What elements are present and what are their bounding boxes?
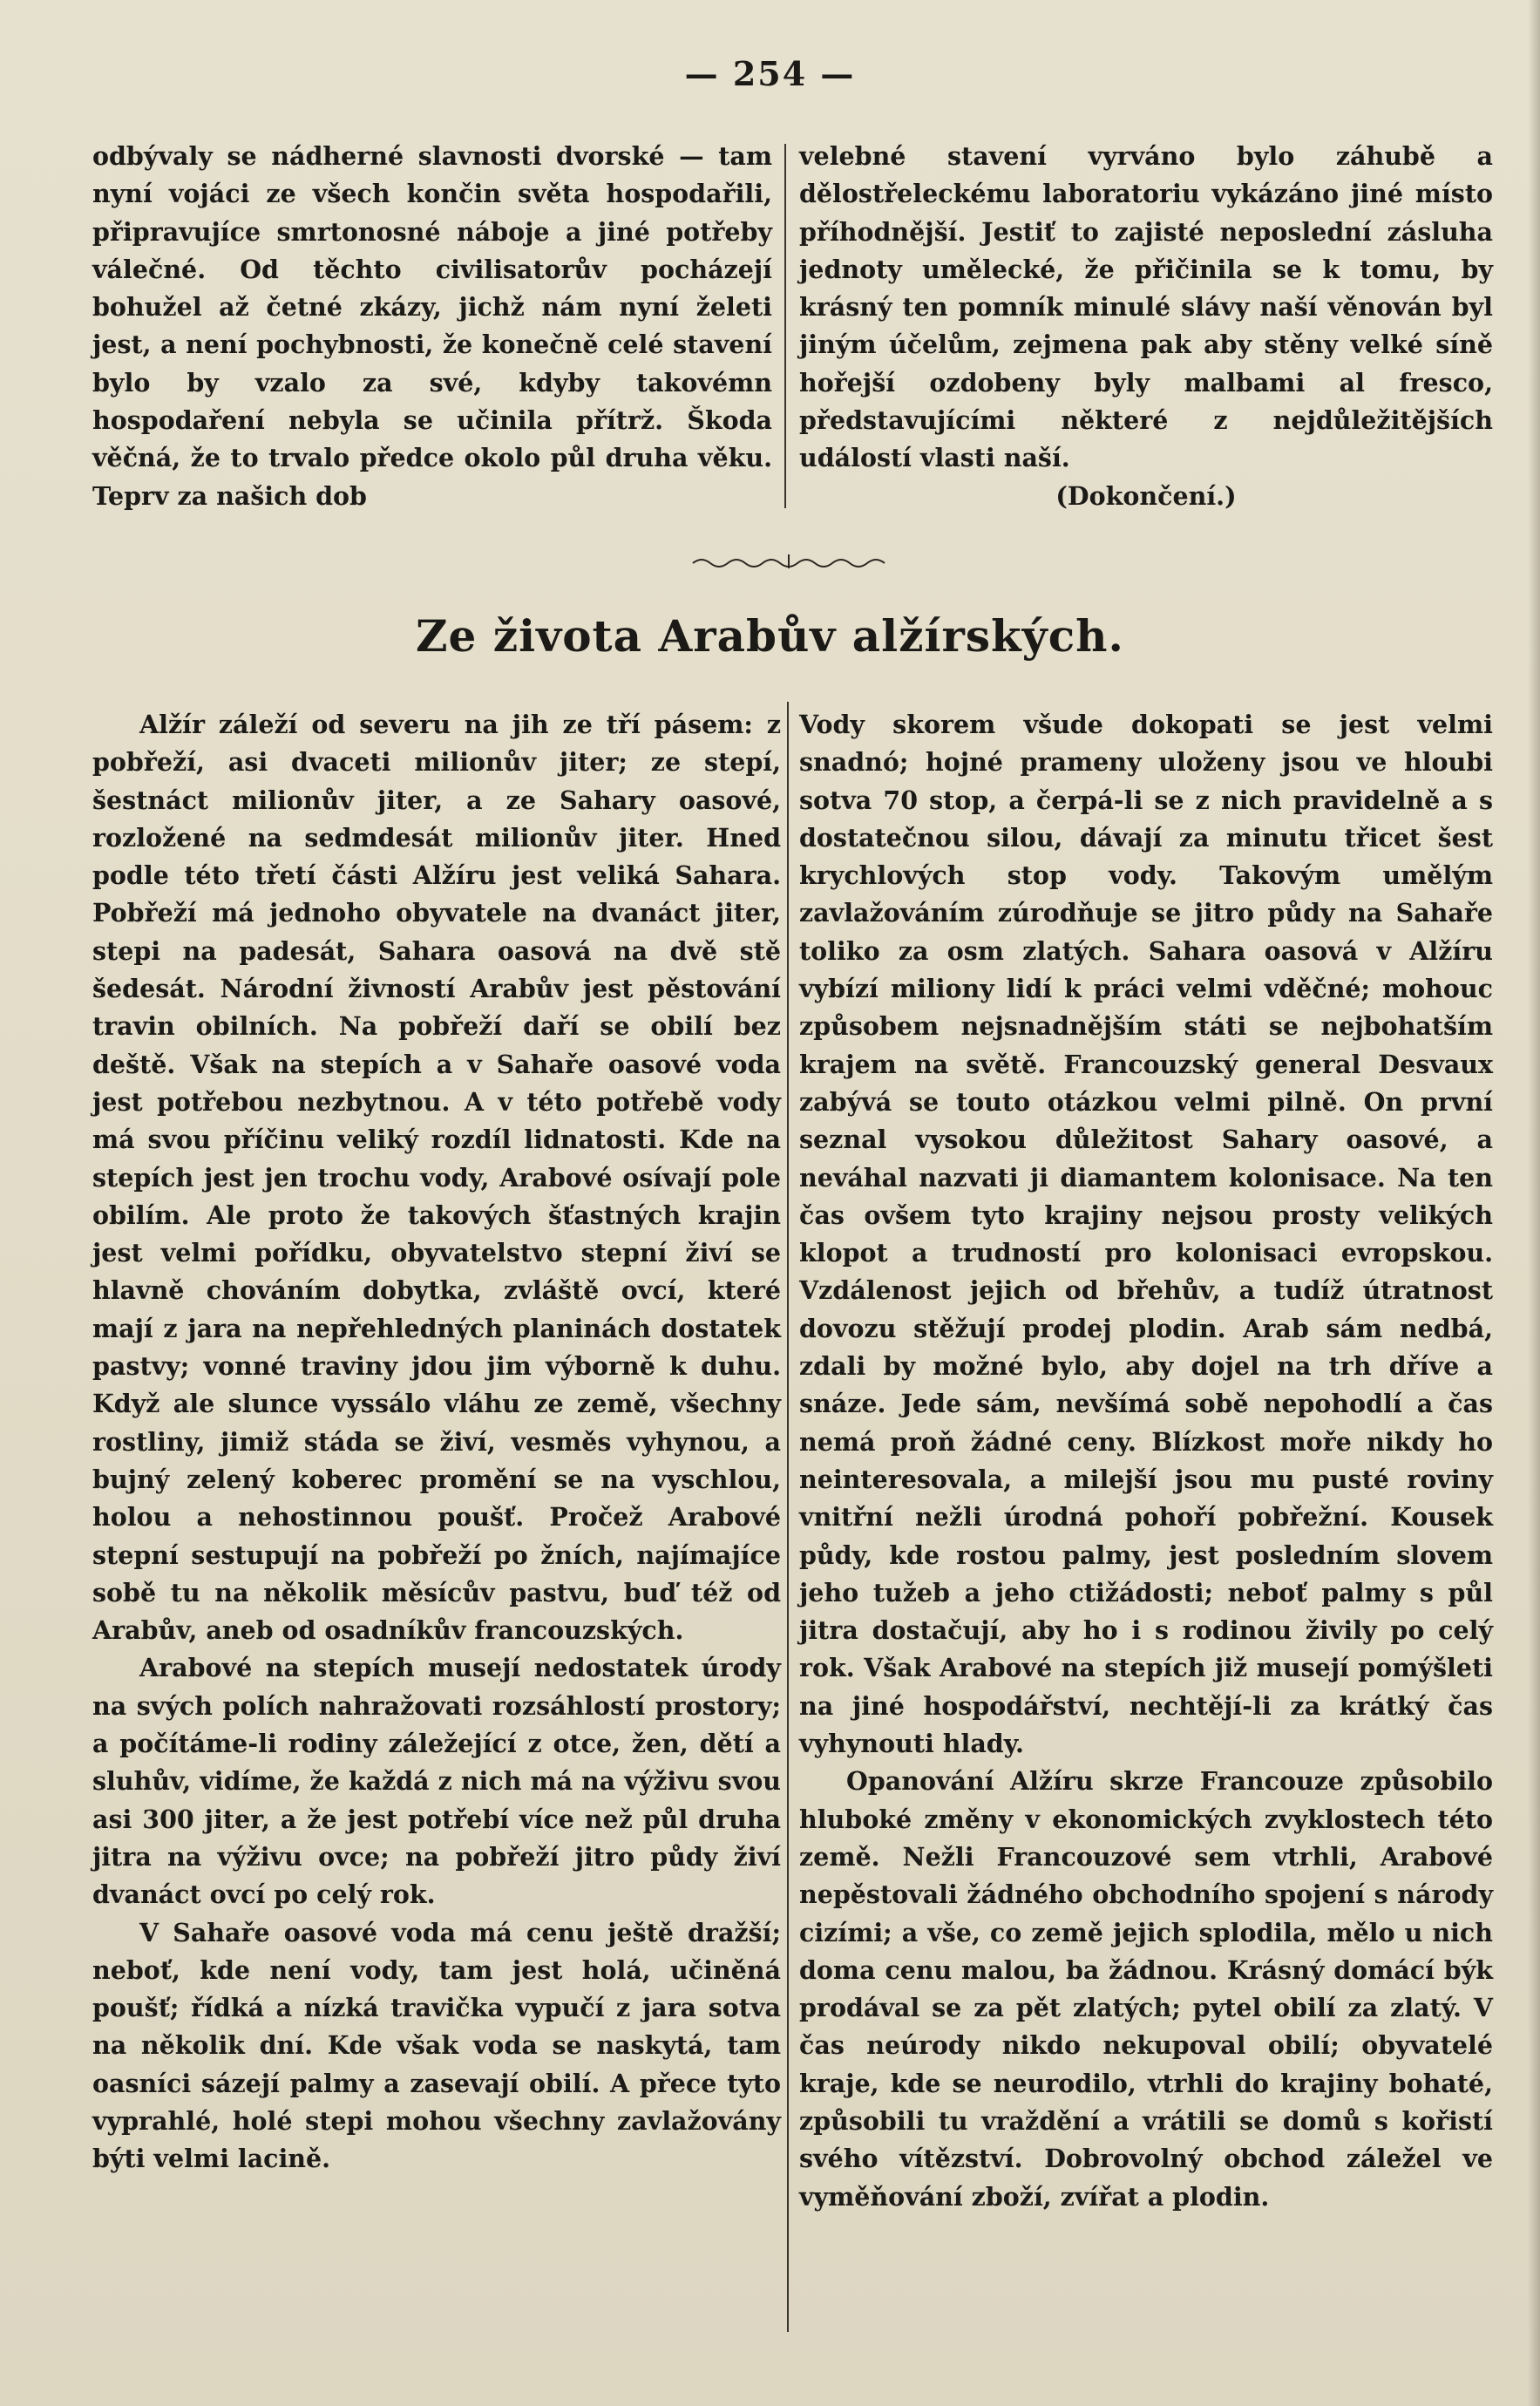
page-edge-shadow	[1528, 0, 1540, 2406]
article-title: Ze života Arabův alžírských.	[416, 610, 1124, 662]
continued-note: (Dokončení.)	[1055, 480, 1237, 511]
ornament-divider	[689, 553, 889, 570]
top-left-paragraph: odbývaly se nádherné slavnosti dvorské — tam nyní vojáci ze všech končin světa hospodařili, připravujíce smrtonosné náboje a jiné potřeby válečné. Od těchto civilisatorův pocházejí bohužel až četné zkázy, jichž nám nyní želeti jest, a není pochybnosti, že konečně celé stavení bylo by vzalo za své, kdyby takovémn hospodaření nebyla se učinila přítrž. Škoda věčná, že to trvalo předce okolo půl druha věku. Teprv za našich dob	[92, 141, 772, 511]
bottom-column-divider	[787, 702, 789, 2332]
top-left-column	[92, 138, 772, 515]
article-paragraph: Alžír záleží od severu na jih ze tří pásem: z pobřeží, asi dvaceti milionův jiter; ze stepí, šestnáct milionův jiter, a ze Sahary oasové, rozložené na sedmdesát milionův jiter. Hned podle této třetí části Alžíru jest veliká Sahara. Pobřeží má jednoho obyvatele na dvanáct jiter, stepi na padesát, Sahara oasová na dvě stě šedesát. Národní živností Arabův jest pěstování travin obilních. Na pobřeží daří se obilí bez deště. Však na stepích a v Sahaře oasové voda jest potřebou nezbytnou. A v této potřebě vody má svou příčinu veliký rozdíl lidnatosti. Kde na stepích jest jen trochu vody, Arabové osívají pole obilím. Ale proto že takových šťastných krajin jest velmi pořídku, obyvatelstvo stepní živí se hlavně chováním dobytka, zvláště ovcí, které mají z jara na nepřehledných planinách dostatek pastvy; vonné traviny jdou jim výborně k duhu. Když ale slunce vyssálo vláhu ze země, všechny rostliny, jimiž stáda se živí, vesměs vyhynou, a bujný zelený koberec promění se na vyschlou, holou a nehostinnou poušť. Pročež Arabové stepní sestupují na pobřeží po žních, najímajíce sobě tu na několik měsícův pastvu, buď též od Arabův, aneb od osadníkův francouzských.	[92, 710, 781, 1646]
article-paragraph: V Sahaře oasové voda má cenu ještě dražší; neboť, kde není vody, tam jest holá, učiněná poušť; řídká a nízká travička vypučí z jara sotva na několik dní. Kde však voda se naskytá, tam oasníci sázejí palmy a zasevají obilí. A přece tyto vyprahlé, holé stepi mohou všechny zavlažovány býti velmi lacině.	[92, 1917, 781, 2174]
article-paragraph: Arabové na stepích musejí nedostatek úrody na svých polích nahražovati rozsáhlostí prostory; a počítáme-li rodiny záležející z otce, žen, dětí a sluhův, vidíme, že každá z nich má na výživu svou asi 300 jiter, a že jest potřebí více než půl druha jitra na výživu ovce; na pobřeží jitro půdy živí dvanáct ovcí po celý rok.	[92, 1653, 781, 1910]
bottom-right-column	[799, 706, 1493, 2216]
bottom-left-column	[92, 706, 781, 2178]
page-number: — 254 —	[684, 54, 856, 93]
article-paragraph: Vody skorem všude dokopati se jest velmi snadnó; hojné prameny uloženy jsou ve hloubi sotva 70 stop, a čerpá-li se z nich pravidelně a s dostatečnou silou, dávají za minutu třicet šest krychlových stop vody. Takovým umělým zavlažováním zúrodňuje se jitro půdy na Sahaře toliko za osm zlatých. Sahara oasová v Alžíru vybízí miliony lidí k práci velmi vděčné; mohouc způsobem nejsnadnějším státi se nejbohatším krajem na světě. Francouzský general Desvaux zabývá se touto otázkou velmi pilně. On první seznal vysokou důležitost Sahary oasové, a neváhal nazvati ji diamantem kolonisace. Na ten čas ovšem tyto krajiny nejsou prosty velikých klopot a trudností pro kolonisaci evropskou. Vzdálenost jejich od břehův, a tudíž útratnost dovozu stěžují prodej plodin. Arab sám nedbá, zdali by možné bylo, aby dojel na trh dříve a snáze. Jede sám, nevšímá sobě nepohodlí a čas nemá proň žádné ceny. Blízkost moře nikdy ho neinteresovala, a milejší jsou mu pusté roviny vnitřní nežli úrodná pohoří pobřežní. Kousek půdy, kde rostou palmy, jest posledním slovem jeho tužeb a jeho ctižádosti; neboť palmy s půl jitra dostačují, aby ho i s rodinou živily po celý rok. Však Arabové na stepích již musejí pomýšleti na jiné hospodářství, nechtějí-li za krátký čas vyhynouti hlady.	[799, 710, 1493, 1759]
top-right-column	[799, 138, 1493, 515]
top-column-divider	[784, 144, 786, 508]
article-paragraph: Opanování Alžíru skrze Francouze způsobilo hluboké změny v ekonomických zvyklostech této země. Nežli Francouzové sem vtrhli, Arabové nepěstovali žádného obchodního spojení s národy cizími; a vše, co země jejich splodila, mělo u nich doma cenu malou, ba žádnou. Krásný domácí býk prodával se za pět zlatých; pytel obilí za zlatý. V čas neúrody nikdo nekupoval obilí; obyvatelé kraje, kde se neurodilo, vtrhli do krajiny bohaté, způsobili tu vraždění a vrátili se domů s kořistí svého vítězství. Dobrovolný obchod záležel ve vyměňování zboží, zvířat a plodin.	[799, 1766, 1493, 2212]
top-right-paragraph: velebné stavení vyrváno bylo záhubě a dělostřeleckému laboratoriu vykázáno jiné místo příhodnější. Jestiť to zajisté neposlední zásluha jednoty umělecké, že přičinila se k tomu, by krásný ten pomník minulé slávy naší věnován byl jiným účelům, zejmena pak aby stěny velké síně hořejší ozdobeny byly malbami al fresco, představujícími některé z nejdůležitějších událostí vlasti naší.	[799, 141, 1493, 473]
